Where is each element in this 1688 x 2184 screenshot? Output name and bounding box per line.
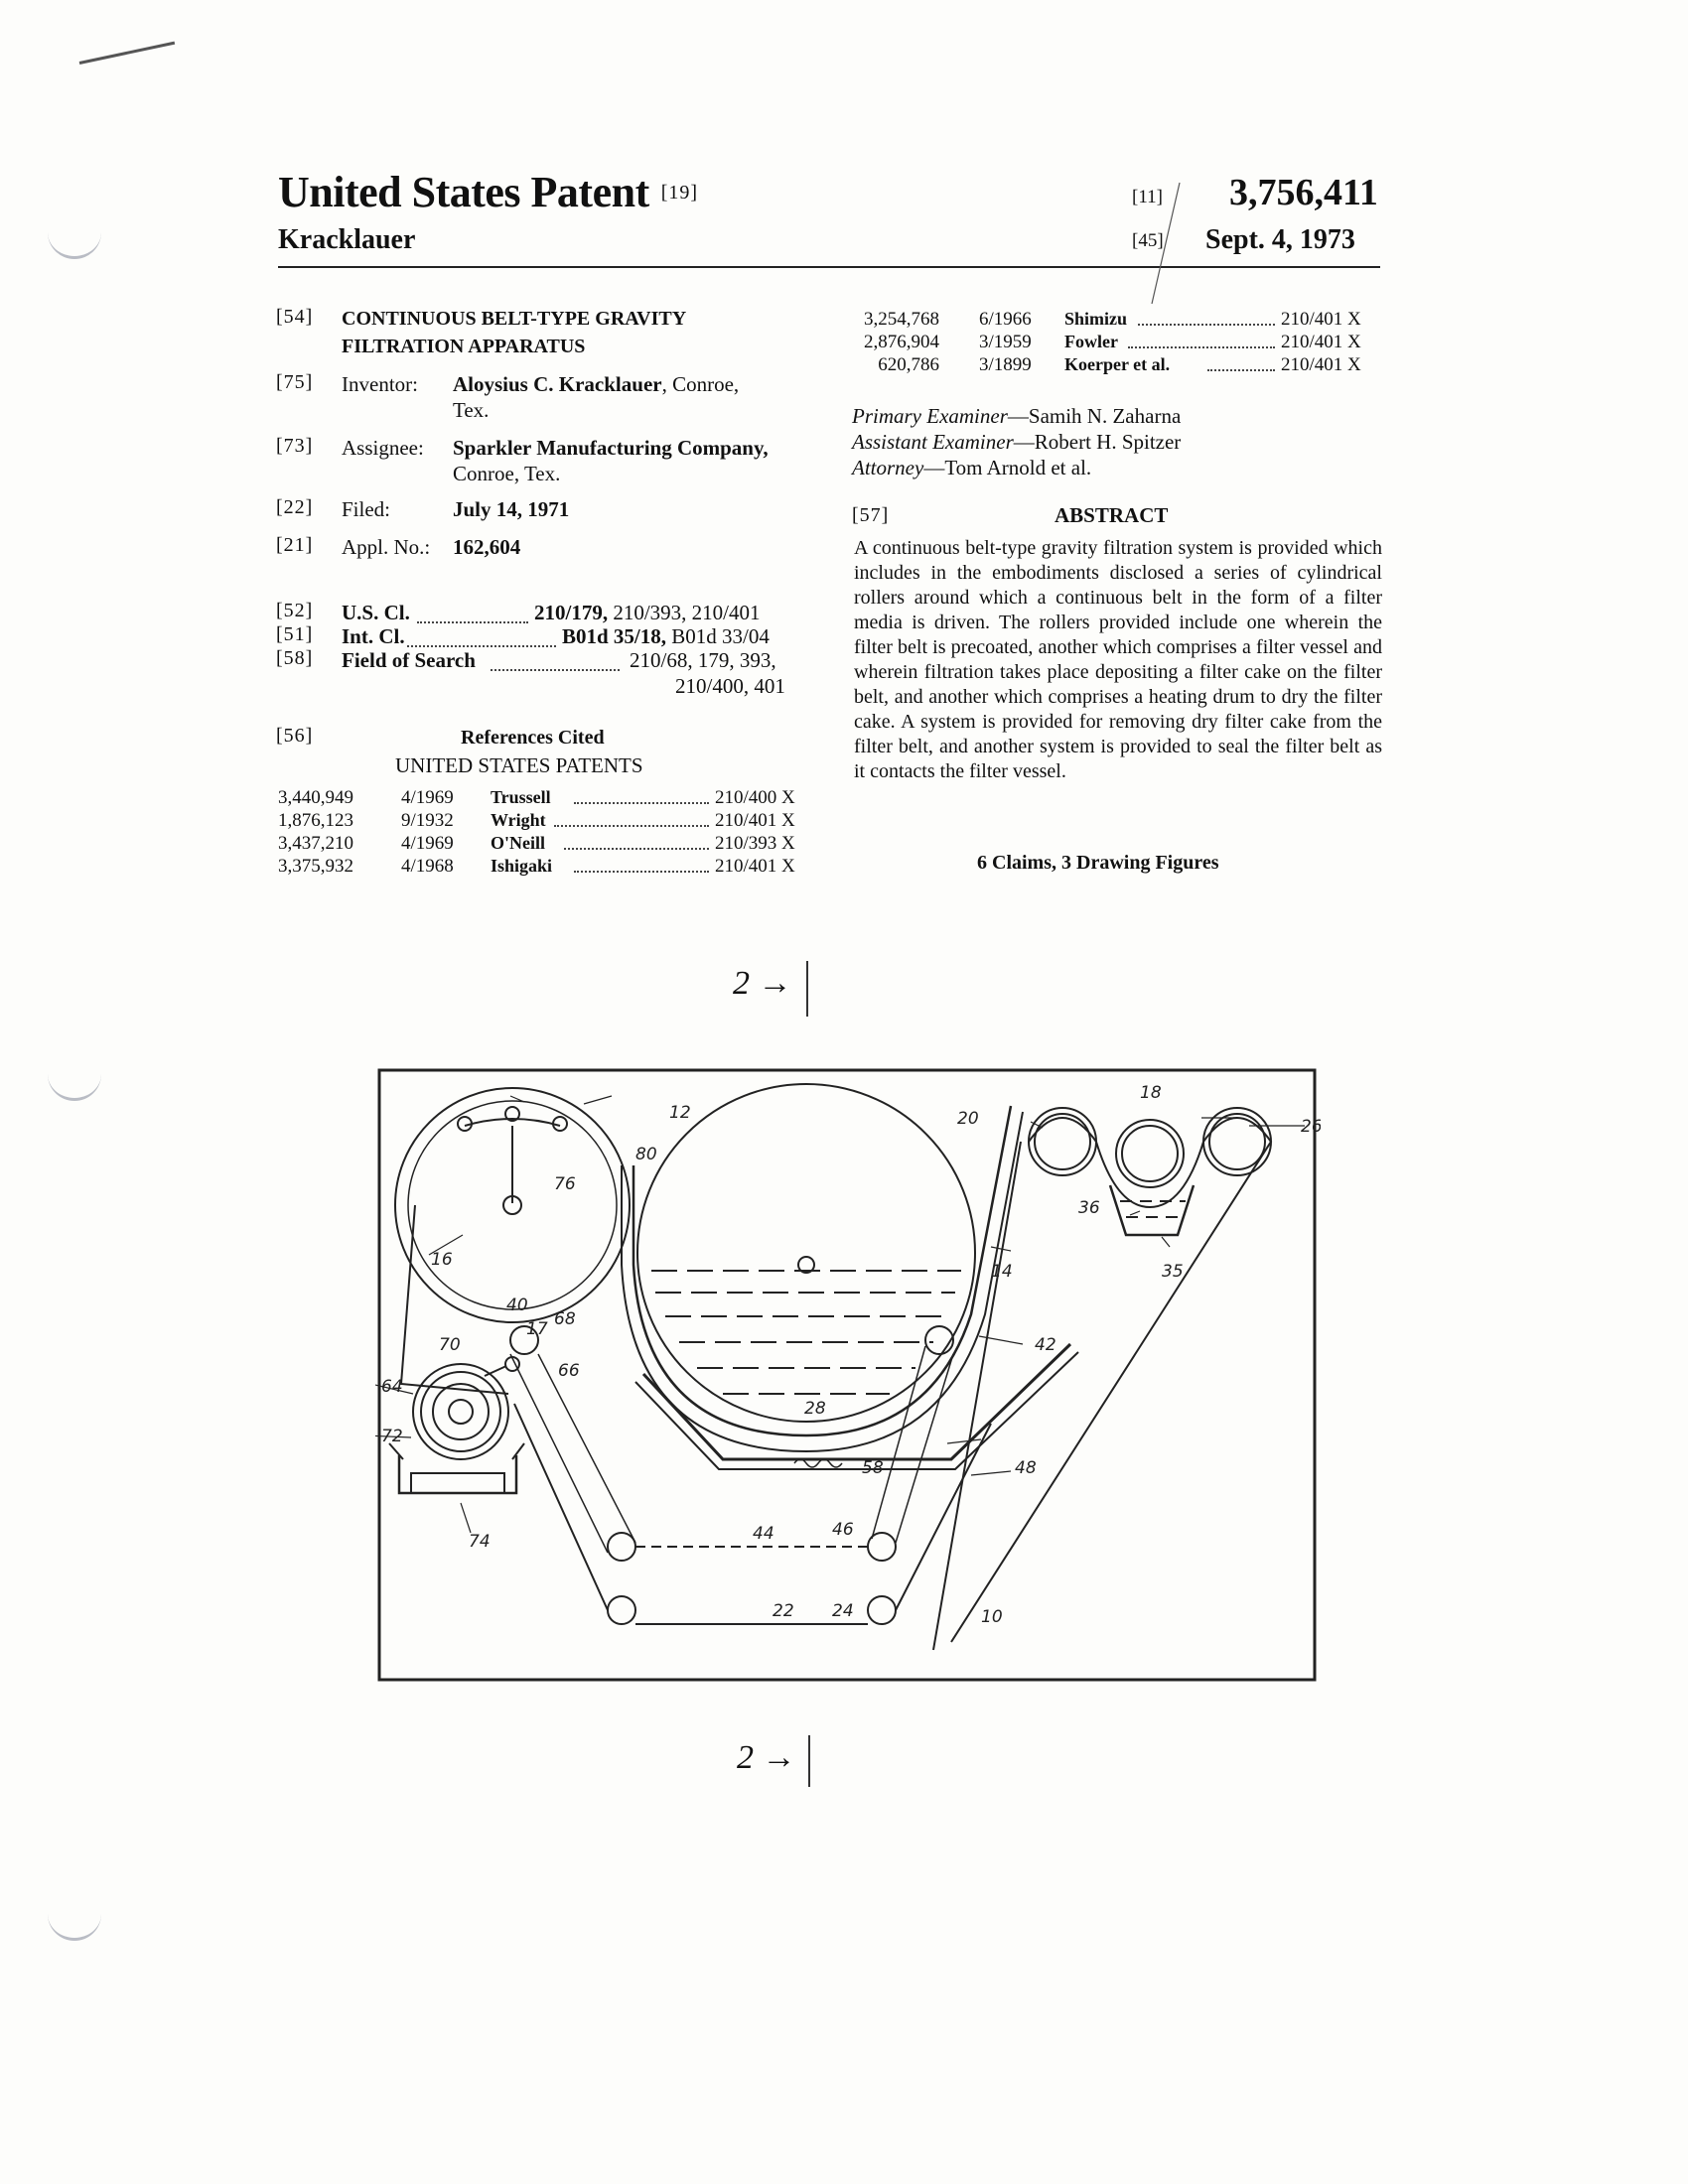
leader-dots <box>564 834 709 850</box>
reference-number: 3,375,932 <box>278 856 353 877</box>
title-code: [19] <box>660 182 699 204</box>
assignee-name: Sparkler Manufacturing Company, <box>453 436 769 460</box>
int-class-value: B01d 35/18, B01d 33/04 <box>562 624 770 648</box>
patent-office-title: United States Patent [19] <box>278 168 699 216</box>
section-mark-bottom: 2 → <box>737 1739 796 1776</box>
field-21-code: [21] <box>276 534 314 556</box>
reference-class: 210/401 X <box>1281 309 1361 330</box>
reference-date: 3/1959 <box>979 332 1032 352</box>
ref-numeral-16: 16 <box>431 1250 453 1270</box>
header-rule <box>278 266 1380 268</box>
reference-name: Ishigaki <box>491 856 553 876</box>
inventor-value: Aloysius C. Kracklauer, Conroe, <box>453 372 740 396</box>
ref-numeral-36: 36 <box>1078 1198 1100 1218</box>
ref-numeral-72: 72 <box>381 1427 403 1446</box>
date-code: [45] <box>1132 230 1164 251</box>
field-of-search-value2: 210/400, 401 <box>675 674 785 698</box>
reference-row <box>854 331 1390 353</box>
ref-numeral-40: 40 <box>506 1296 528 1315</box>
field-54-code: [54] <box>276 306 314 328</box>
reference-number: 2,876,904 <box>864 332 939 352</box>
reference-name: Koerper et al. <box>1064 354 1171 374</box>
reference-date: 3/1899 <box>979 354 1032 375</box>
ref-numeral-14: 14 <box>991 1262 1013 1282</box>
us-class-value: 210/179, 210/393, 210/401 <box>534 601 761 624</box>
field-52-code: [52] <box>276 600 314 621</box>
reference-number: 1,876,123 <box>278 810 353 831</box>
reference-date: 9/1932 <box>401 810 454 831</box>
punch-hole-bottom <box>48 1912 101 1941</box>
ref-numeral-18: 18 <box>1140 1083 1162 1103</box>
abstract-text: A continuous belt-type gravity filtration system is provided which includes in the embodiments disclosed a series of cylindrical rollers around which a continuous belt in the form of a filter media is driven. The rollers provided include one wherein the filter belt is precoated, another which comprises a filter vessel and wherein filtration takes place depositing a filter cake on the filter belt, and another which comprises a heating drum to dry the filter cake. A system is provided for removing dry filter cake from the filter belt, and another system is provided to seal the filter belt as it contacts the filter vessel. <box>854 537 1382 782</box>
reference-date: 4/1969 <box>401 833 454 854</box>
ref-numeral-24: 24 <box>832 1601 854 1621</box>
inventor-label: Inventor: <box>342 372 418 396</box>
field-of-search-label: Field of Search <box>342 648 476 672</box>
reference-row <box>278 855 814 878</box>
field-56-code: [56] <box>276 725 314 747</box>
claims-summary: 6 Claims, 3 Drawing Figures <box>977 852 1219 874</box>
scan-stray-line <box>1132 179 1192 308</box>
punch-hole-middle <box>48 1072 101 1101</box>
assistant-examiner: Assistant Examiner—Robert H. Spitzer <box>852 430 1182 454</box>
reference-class: 210/401 X <box>715 856 795 877</box>
reference-class: 210/401 X <box>1281 332 1361 352</box>
precoat-drum <box>395 1088 630 1322</box>
leader-dots <box>491 655 620 671</box>
filed-date: July 14, 1971 <box>453 497 570 521</box>
leader-dots <box>1138 310 1275 326</box>
figure-frame <box>379 1070 1315 1680</box>
ref-numeral-17: 17 <box>526 1319 548 1339</box>
reference-name: Wright <box>491 810 546 830</box>
section-line-bottom <box>808 1735 810 1787</box>
field-75-code: [75] <box>276 371 314 393</box>
ref-numeral-44: 44 <box>753 1524 774 1544</box>
reference-number: 3,254,768 <box>864 309 939 330</box>
field-22-code: [22] <box>276 496 314 518</box>
field-of-search-value1: 210/68, 179, 393, <box>630 648 776 672</box>
assignee-location: Conroe, Tex. <box>453 462 561 485</box>
reference-row <box>854 353 1390 376</box>
ref-numeral-35: 35 <box>1162 1262 1184 1282</box>
leader-dots <box>554 811 709 827</box>
reference-date: 6/1966 <box>979 309 1032 330</box>
ref-numeral-20: 20 <box>957 1109 979 1129</box>
inventor-surname: Kracklauer <box>278 224 416 255</box>
field-51-code: [51] <box>276 623 314 645</box>
ref-numeral-74: 74 <box>469 1532 491 1552</box>
reference-class: 210/401 X <box>715 810 795 831</box>
reference-row <box>278 809 814 832</box>
references-subheading: UNITED STATES PATENTS <box>395 753 643 777</box>
reference-class: 210/393 X <box>715 833 795 854</box>
ref-numeral-22: 22 <box>773 1601 794 1621</box>
int-class-label: Int. Cl. <box>342 624 405 648</box>
reference-name: Fowler <box>1064 332 1118 351</box>
leader-dots <box>1207 355 1275 371</box>
scan-pen-mark <box>79 42 175 65</box>
ref-numeral-26: 26 <box>1301 1117 1321 1137</box>
ref-numeral-10: 10 <box>981 1607 1003 1627</box>
reference-number: 620,786 <box>878 354 939 375</box>
leader-dots <box>574 788 709 804</box>
reference-class: 210/401 X <box>1281 354 1361 375</box>
reference-row <box>278 832 814 855</box>
ref-numeral-42: 42 <box>1035 1335 1056 1355</box>
reference-name: Trussell <box>491 787 551 807</box>
reference-date: 4/1969 <box>401 787 454 808</box>
leader-dots <box>407 631 556 647</box>
patent-date: Sept. 4, 1973 <box>1205 224 1355 255</box>
ref-numeral-64: 64 <box>381 1377 403 1397</box>
filed-label: Filed: <box>342 497 391 521</box>
patent-number: 3,756,411 <box>1229 172 1378 213</box>
ref-numeral-48: 48 <box>1015 1458 1037 1478</box>
reference-name: Shimizu <box>1064 309 1128 329</box>
field-58-code: [58] <box>276 647 314 669</box>
ref-numeral-68: 68 <box>554 1309 576 1329</box>
ref-numeral-58: 58 <box>862 1458 884 1478</box>
patent-number-code: [11] <box>1132 187 1163 207</box>
leader-dots <box>574 857 709 873</box>
field-73-code: [73] <box>276 435 314 457</box>
appl-no-label: Appl. No.: <box>342 535 431 559</box>
reference-class: 210/400 X <box>715 787 795 808</box>
roller-18 <box>1116 1120 1184 1187</box>
precoat-tank <box>1110 1185 1194 1235</box>
reference-name: O'Neill <box>491 833 545 853</box>
leader-dots <box>417 608 528 623</box>
ref-numeral-76: 76 <box>554 1174 576 1194</box>
patent-drawing-figure <box>375 1066 1321 1687</box>
invention-title-line1: CONTINUOUS BELT-TYPE GRAVITY <box>342 308 687 330</box>
inventor-location: Tex. <box>453 398 490 422</box>
reference-number: 3,437,210 <box>278 833 353 854</box>
abstract-heading: ABSTRACT <box>1055 503 1169 527</box>
ref-numeral-66: 66 <box>558 1361 580 1381</box>
section-line-top <box>806 961 808 1017</box>
ref-numeral-80: 80 <box>635 1145 657 1164</box>
heating-drum <box>413 1364 508 1459</box>
reference-row <box>278 786 814 809</box>
field-57-code: [57] <box>852 504 890 526</box>
ref-numeral-46: 46 <box>832 1520 854 1540</box>
punch-hole-top <box>48 230 101 259</box>
leader-dots <box>1128 333 1275 348</box>
ref-numeral-70: 70 <box>439 1335 461 1355</box>
reference-number: 3,440,949 <box>278 787 353 808</box>
ref-numeral-28: 28 <box>804 1399 826 1419</box>
primary-examiner: Primary Examiner—Samih N. Zaharna <box>852 404 1182 428</box>
reference-numerals <box>381 1083 1321 1627</box>
attorney: Attorney—Tom Arnold et al. <box>852 456 1092 479</box>
references-heading: References Cited <box>461 727 605 749</box>
reference-date: 4/1968 <box>401 856 454 877</box>
reference-row <box>854 308 1390 331</box>
assignee-label: Assignee: <box>342 436 424 460</box>
section-mark-top: 2 → <box>733 965 792 1002</box>
us-class-label: U.S. Cl. <box>342 601 410 624</box>
ref-numeral-12: 12 <box>669 1103 691 1123</box>
filter-vessel <box>637 1084 975 1422</box>
invention-title-line2: FILTRATION APPARATUS <box>342 336 586 357</box>
appl-no-value: 162,604 <box>453 535 521 559</box>
filtration-apparatus-drawing <box>375 1066 1321 1682</box>
